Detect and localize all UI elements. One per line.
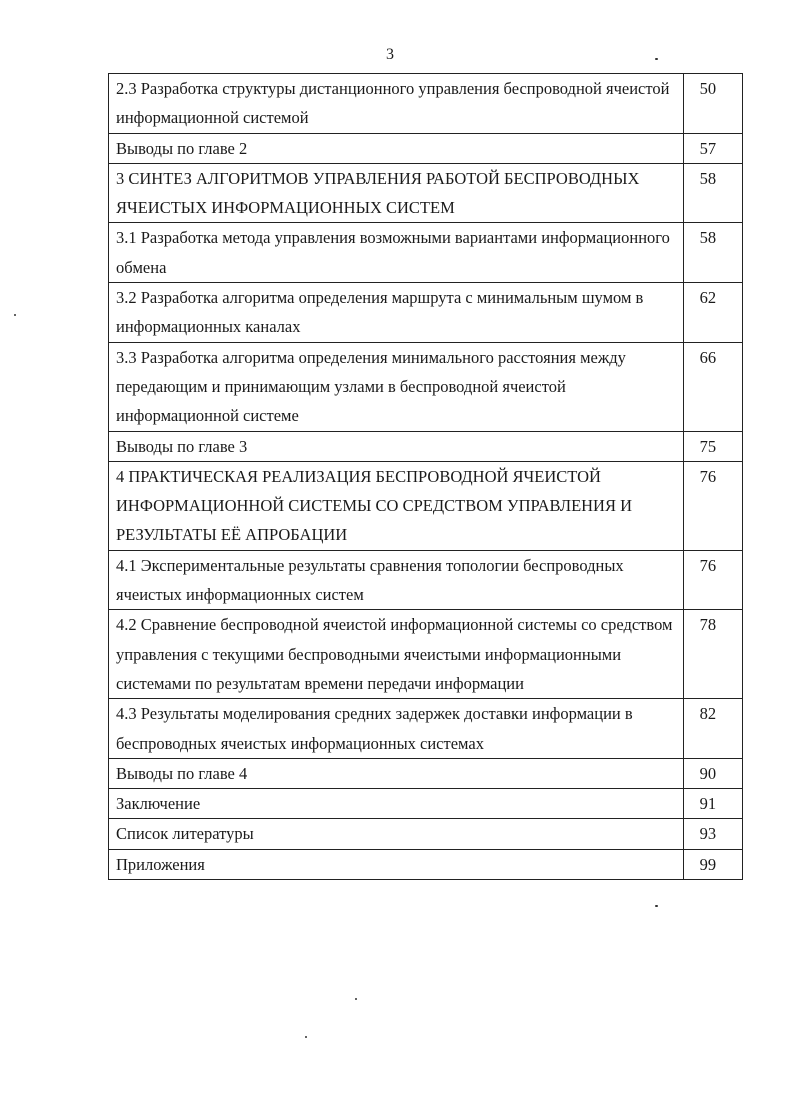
toc-entry-page: 75	[683, 431, 742, 461]
toc-row	[109, 74, 743, 134]
toc-entry-title: 4 ПРАКТИЧЕСКАЯ РЕАЛИЗАЦИЯ БЕСПРОВОДНОЙ ЯЧЕИСТОЙ ИНФОРМАЦИОННОЙ СИСТЕМЫ СО СРЕДСТВОМ УПРАВЛЕНИЯ И РЕЗУЛЬТАТЫ ЕЁ АПРОБАЦИИ	[109, 461, 684, 550]
toc-entry-title: 4.3 Результаты моделирования средних задержек доставки информации в беспроводных ячеистых информационных системах	[109, 699, 684, 759]
toc-entry-page: 58	[683, 163, 742, 223]
toc-entry-title: Выводы по главе 4	[109, 758, 684, 788]
toc-entry-page: 90	[683, 758, 742, 788]
page-number: 3	[386, 46, 394, 63]
toc-row	[109, 758, 743, 788]
toc-row	[109, 699, 743, 759]
toc-row	[109, 849, 743, 879]
table-of-contents	[108, 73, 743, 880]
toc-row	[109, 819, 743, 849]
toc-row	[109, 133, 743, 163]
scan-speck	[655, 58, 658, 60]
toc-row	[109, 163, 743, 223]
toc-entry-page: 76	[683, 461, 742, 550]
toc-entry-page: 82	[683, 699, 742, 759]
toc-row	[109, 550, 743, 610]
toc-entry-title: 3.3 Разработка алгоритма определения минимального расстояния между передающим и принимающим узлами в беспроводной ячеистой информационной системе	[109, 342, 684, 431]
toc-entry-title: Выводы по главе 2	[109, 133, 684, 163]
toc-entry-page: 66	[683, 342, 742, 431]
toc-entry-title: 2.3 Разработка структуры дистанционного управления беспроводной ячеистой информационной системой	[109, 74, 684, 134]
toc-entry-page: 78	[683, 610, 742, 699]
toc-entry-page: 57	[683, 133, 742, 163]
scan-speck	[655, 905, 658, 907]
toc-entry-page: 50	[683, 74, 742, 134]
toc-entry-page: 62	[683, 283, 742, 343]
toc-entry-title: 4.2 Сравнение беспроводной ячеистой информационной системы со средством управления с текущими беспроводными ячеистыми информационными системами по результатам времени передачи информации	[109, 610, 684, 699]
toc-entry-page: 76	[683, 550, 742, 610]
toc-entry-title: Список литературы	[109, 819, 684, 849]
toc-entry-title: Приложения	[109, 849, 684, 879]
toc-entry-title: 4.1 Экспериментальные результаты сравнения топологии беспроводных ячеистых информационных систем	[109, 550, 684, 610]
toc-row	[109, 342, 743, 431]
toc-entry-title: 3.1 Разработка метода управления возможными вариантами информационного обмена	[109, 223, 684, 283]
scan-speck	[305, 1036, 307, 1038]
toc-entry-title: Выводы по главе 3	[109, 431, 684, 461]
toc-row	[109, 283, 743, 343]
toc-row	[109, 461, 743, 550]
scan-speck	[14, 314, 16, 316]
toc-entry-title: 3.2 Разработка алгоритма определения маршрута с минимальным шумом в информационных каналах	[109, 283, 684, 343]
toc-entry-page: 58	[683, 223, 742, 283]
toc-entry-title: 3 СИНТЕЗ АЛГОРИТМОВ УПРАВЛЕНИЯ РАБОТОЙ БЕСПРОВОДНЫХ ЯЧЕИСТЫХ ИНФОРМАЦИОННЫХ СИСТЕМ	[109, 163, 684, 223]
toc-entry-page: 99	[683, 849, 742, 879]
toc-entry-page: 93	[683, 819, 742, 849]
toc-entry-title: Заключение	[109, 789, 684, 819]
toc-row	[109, 431, 743, 461]
toc-row	[109, 610, 743, 699]
toc-row	[109, 223, 743, 283]
toc-entry-page: 91	[683, 789, 742, 819]
scan-speck	[355, 998, 357, 1000]
toc-row	[109, 789, 743, 819]
